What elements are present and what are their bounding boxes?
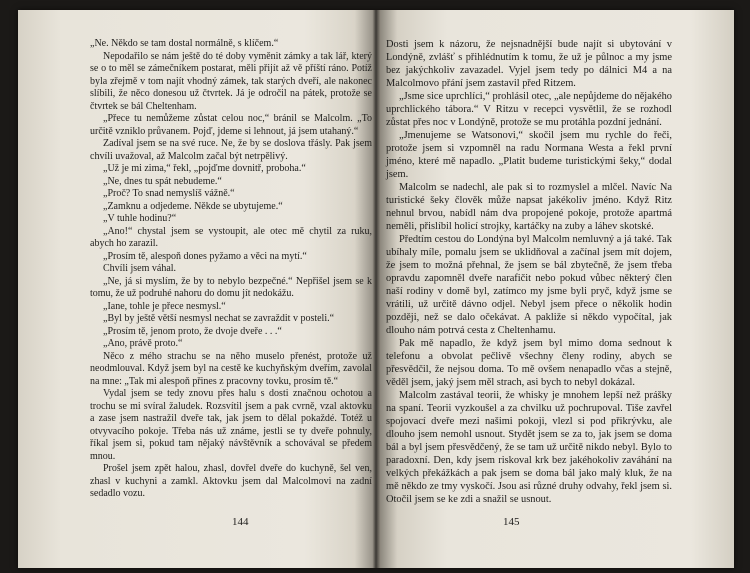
paragraph: Nepodařilo se nám ještě do té doby vyměnit zámky a tak lář, který se o to měl se zámečníkem postarat, měli přijít až vě příští ráno. Potíž byla zřejmě v tom najít vhodný zámek, tak starých dveří, ale nakonec slíbili, že něco donesou už čtvrtek. Já je odročil na pátek, protože se čtvrtek se bál Cheltenham. — [90, 50, 372, 112]
paragraph: „Ano, právě proto.“ — [103, 338, 183, 349]
paragraph: „Ne, já si myslím, že by to nebylo bezpečné.“ Nepřišel jsem se k tomu, že už podruhé nahoru do domu jít nedokážu. — [90, 275, 372, 299]
paragraph: Chvíli jsem váhal. — [103, 263, 177, 274]
paragraph: „Zamknu a odjedeme. Někde se ubytujeme.“ — [103, 200, 283, 212]
paragraph: Prošel jsem zpět halou, zhasl, dovřel dveře do kuchyně, šel ven, zhasl v kuchyni a zamkl. Aktovku jsem dal Malcolmovi na zadní sedadlo vozu. — [90, 463, 372, 499]
paragraph: „Byl by ještě větší nesmysl nechat se zavraždit v posteli.“ — [103, 313, 335, 324]
paragraph: Malcolm zastával teorii, že whisky je mnohem lepší než prášky na spaní. Teorii vyzkoušel a za chvilku už pochrupoval. Tiše zavřel spojovací dveře mezi našimi pokoji, vlezl si pod přikrývku, ale dlouho jsem nemohl usnout. Stydět jsem se za to, jak jsem se doma bál a byl jsem přesvědčený, že se tam už určitě nikdo nebyl. Bylo to paradoxní. Den, kdy jsem riskoval krk bez jakéhokoliv zaváhání na velkých překážkách a pak jsem se doma bál jako malý kluk, že na mě někdo ze tmy vyskočí. Jsou asi různé druhy odvahy, řekl jsem si. Otočil jsem se ke zdi a snažil se usnout. — [386, 390, 672, 505]
paragraph: Malcolm se nadechl, ale pak si to rozmyslel a mlčel. Navíc Na turistické šeky člověk může napsat jakékoliv jméno. Když Ritz nehnul brvou, nabídl nám dva propojené pokoje, protože apartmá neměli, přislíbil holicí strojky, kartáčky na zuby a láhev skotské. — [386, 182, 672, 232]
page-number-left: 144 — [232, 516, 249, 528]
paragraph: „V tuhle hodinu?“ — [103, 213, 177, 224]
paragraph: Dosti jsem k názoru, že nejsnadnější bude najít si ubytování v Londýně, zvlášť s přihlédnutím k tomu, že už je půlnoc a my jsme bez jakýchkoliv zavazadel. Vyjel jsem tedy po dálnici M4 a na Malcolmovo přání jsem zastavil před Ritzem. — [386, 39, 672, 89]
paragraph: „Jmenujeme se Watsonovi,“ skočil jsem mu rychle do řeči, protože jsem si vzpomněl na radu Normana Westa a řekl první jméno, které mě napadlo. „Platit budeme turistickými šeky,“ dodal jsem. — [386, 130, 672, 180]
paragraph: „Ne. Někdo se tam dostal normálně, s klíčem.“ — [90, 38, 279, 49]
paragraph: „Ne, dnes tu spát nebudeme.“ — [103, 175, 222, 187]
paragraph: Vydal jsem se tedy znovu přes halu s dosti značnou ochotou a trochu se mi svíral žaludek. Rozsvítil jsem a pak cvrně, vzal aktovku a zase jsem nastražil dveře tak, jak jsem to dělal pokaždé. Totéž u otvyvacího pokoje. Třeba nás už známe, jestli se ty dveře pohnuly, říkal jsem si, pokud tam nějaký návštěvník a schovával se předem mnou. — [90, 388, 372, 462]
book-spread — [18, 10, 734, 568]
paragraph: Zadíval jsem se na své ruce. Ne, že by se doslova třásly. Pak jsem chvíli uvažoval, až Malcolm začal být netrpělivý. — [90, 138, 372, 162]
right-page — [386, 38, 672, 506]
paragraph: Pak mě napadlo, že když jsem byl mimo doma sednout k telefonu a obvolat pečlivě všechny členy rodiny, abych se přesvědčil, že nejsou doma. To mě ovšem nenapadlo včas a stejně, věděl jsem, jaký jsem měl strach, asi bych to nebyl dokázal. — [386, 338, 672, 388]
paragraph: Předtím cestou do Londýna byl Malcolm nemluvný a já také. Tak ubíhaly míle, pomalu jsem se uklidňoval a začínal jsem mít dojem, že jsem to možná přehnal, že jsem se bál zbytečně, že jsem třeba opravdu zapomněl dveře narafičit nebo pokud vůbec některý člen naší rodiny v domě byl, zatímco my jsme byli pryč, když jsme se vrátili, už určitě dávno odjel. Nebyl jsem přece o několik hodin později, než se dalo očekávat. A pakliže si někdo vypočítal, jak dlouho nám potrvá cesta z Cheltenhamu. — [386, 234, 672, 336]
paragraph: „Už je mi zima,“ řekl, „pojďme dovnitř, proboha.“ — [103, 163, 306, 174]
paragraph: „Iane, tohle je přece nesmysl.“ — [103, 300, 226, 312]
left-page — [90, 38, 372, 501]
paragraph: „Proč? To snad nemyslíš vážně.“ — [103, 188, 235, 199]
paragraph: „Prosím tě, jenom proto, že dvoje dveře . . .“ — [103, 325, 282, 337]
paragraph: „Jsme sice uprchlíci,“ prohlásil otec, „ale nepůjdeme do nějakého uprchlického tábora.“ V Ritzu v recepci vysvětlil, že se rozhodl zůstat přes noc v Londýně, protože se mu protáhla pozdní jednání. — [386, 91, 672, 128]
page-number-right: 145 — [503, 516, 520, 528]
paragraph: „Přece tu nemůžeme zůstat celou noc,“ bránil se Malcolm. „To určitě vzniklo průvanem. Pojď, jdeme si lehnout, já jsem utahaný.“ — [90, 113, 372, 137]
paragraph: „Ano!“ chystal jsem se vystoupit, ale otec mě chytil za ruku, abych ho zarazil. — [90, 225, 372, 249]
paragraph: Něco z mého strachu se na něho muselo přenést, protože už neodmlouval. Když jsem byl na cestě ke kuchyňským dveřím, zavolal na mne: „Tak mi alespoň přines z pracovny tovku, prosím tě.“ — [90, 350, 372, 387]
paragraph: „Prosím tě, alespoň dones pyžamo a věci na mytí.“ — [103, 250, 307, 262]
